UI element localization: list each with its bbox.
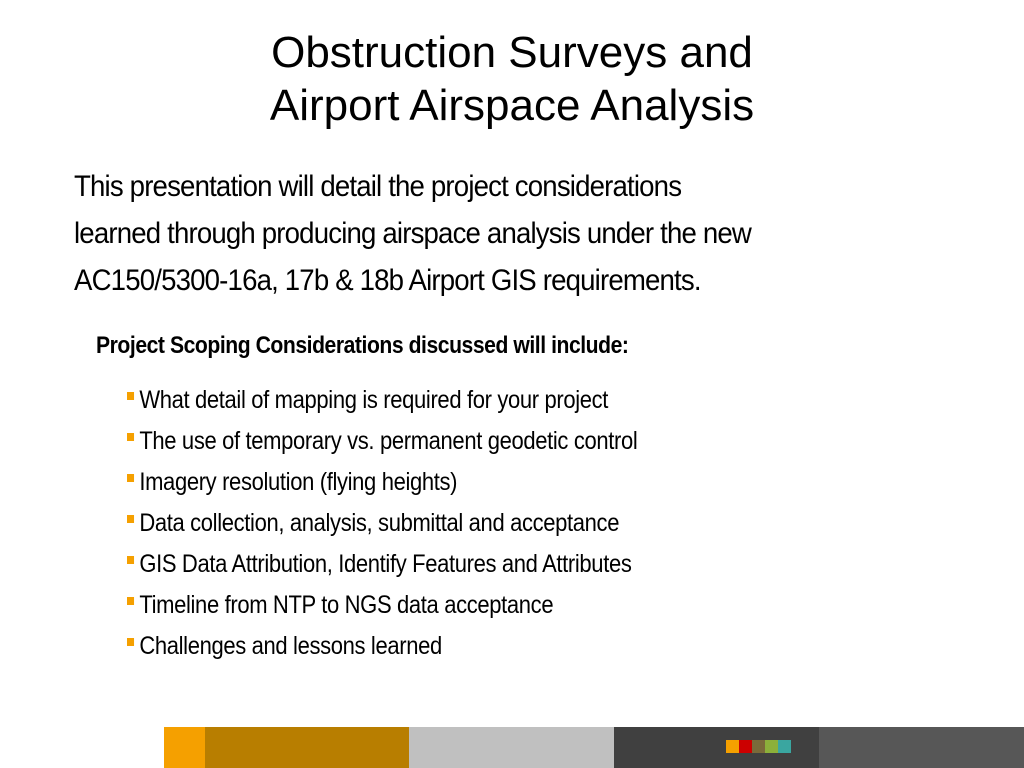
list-item xyxy=(127,462,637,503)
swatch-green xyxy=(765,740,778,753)
scope-heading: Project Scoping Considerations discussed will include: xyxy=(96,332,629,359)
title-line-1: Obstruction Surveys and xyxy=(271,28,753,77)
bullet-list xyxy=(127,380,637,667)
square-bullet-icon xyxy=(127,556,134,564)
list-item xyxy=(127,544,637,585)
footer-segment xyxy=(819,727,1024,768)
list-item-text: What detail of mapping is required for your project xyxy=(139,386,609,414)
list-item-text: Imagery resolution (flying heights) xyxy=(139,468,458,496)
intro-line-1: This presentation will detail the project considerations xyxy=(74,170,682,203)
list-item xyxy=(127,421,637,462)
square-bullet-icon xyxy=(127,474,134,482)
list-item xyxy=(127,626,637,667)
logo-swatches xyxy=(726,740,791,753)
square-bullet-icon xyxy=(127,597,134,605)
square-bullet-icon xyxy=(127,638,134,646)
footer-segment xyxy=(164,727,205,768)
swatch-orange xyxy=(726,740,739,753)
square-bullet-icon xyxy=(127,392,134,400)
footer-segment xyxy=(614,727,819,768)
square-bullet-icon xyxy=(127,433,134,441)
list-item xyxy=(127,380,637,421)
swatch-teal xyxy=(778,740,791,753)
square-bullet-icon xyxy=(127,515,134,523)
footer-segment xyxy=(205,727,409,768)
list-item xyxy=(127,503,637,544)
list-item-text: Challenges and lessons learned xyxy=(139,632,442,660)
intro-line-3: AC150/5300-16a, 17b & 18b Airport GIS requirements. xyxy=(74,264,701,297)
title-line-2: Airport Airspace Analysis xyxy=(269,81,755,130)
swatch-red xyxy=(739,740,752,753)
footer-segment xyxy=(409,727,614,768)
swatch-brown xyxy=(752,740,765,753)
intro-line-2: learned through producing airspace analysis under the new xyxy=(74,217,752,250)
list-item-text: Timeline from NTP to NGS data acceptance xyxy=(139,591,554,619)
intro-paragraph xyxy=(74,163,902,304)
slide-title xyxy=(0,26,1024,132)
list-item-text: The use of temporary vs. permanent geodetic control xyxy=(139,427,638,455)
list-item xyxy=(127,585,637,626)
footer-color-bar xyxy=(164,727,1024,768)
list-item-text: GIS Data Attribution, Identify Features and Attributes xyxy=(139,550,632,578)
list-item-text: Data collection, analysis, submittal and acceptance xyxy=(139,509,620,537)
